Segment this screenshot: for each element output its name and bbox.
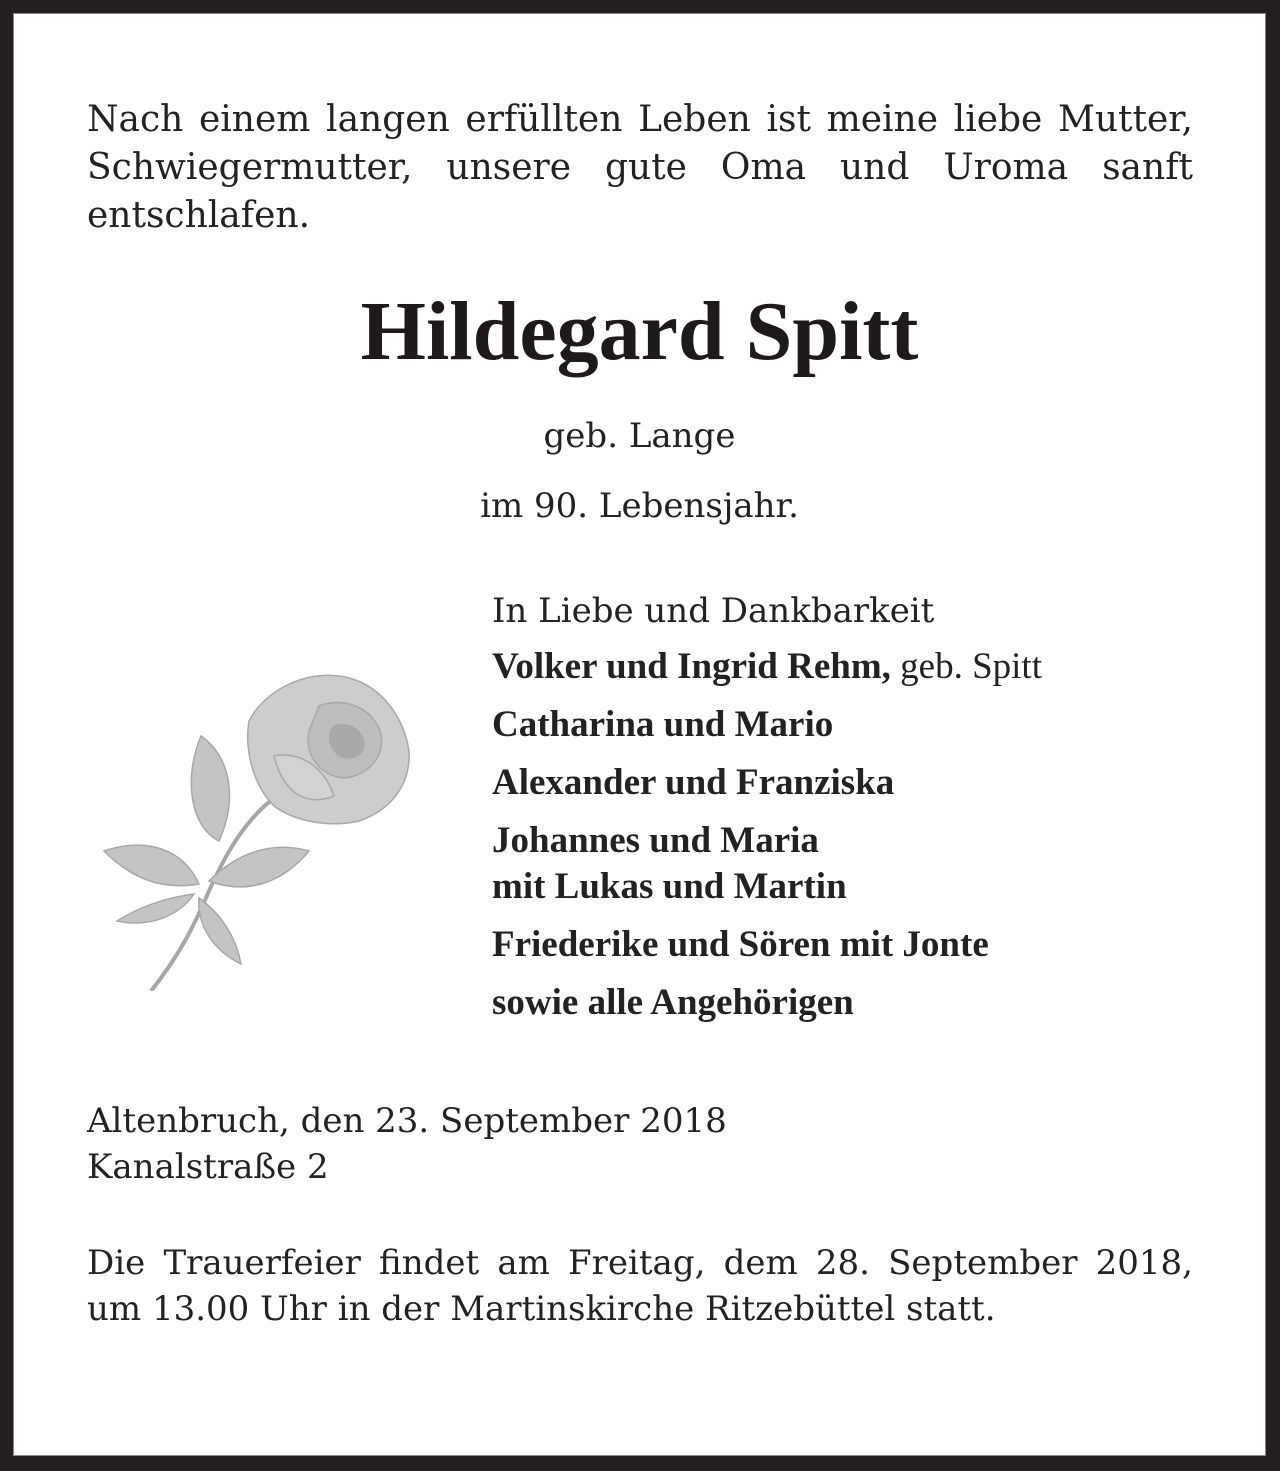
mourner-line: Alexander und Franziska [492,762,895,803]
place-and-address [87,1098,727,1190]
mourner-line: Volker und Ingrid Rehm, geb. Spitt [492,646,1042,687]
greeting: In Liebe und Dankbarkeit [492,591,935,631]
mourner-line: Catharina und Mario [492,704,834,745]
intro-text: Nach einem langen erfüllten Leben ist meine liebe Mutter, Schwiegermutter, unsere gute Oma und Uroma sanft entschlafen. [87,99,1193,236]
address: Kanalstraße 2 [87,1147,329,1187]
place-date: Altenbruch, den 23. September 2018 [87,1101,727,1141]
mourner-line: Friederike und Sören mit Jonte [492,924,989,965]
deceased-name: Hildegard Spitt [360,285,919,378]
age-text: im 90. Lebensjahr. [480,486,799,526]
mourners-block [492,586,1212,1038]
maiden-name: geb. Lange [543,416,736,456]
mourner-line: sowie alle Angehörigen [492,982,854,1023]
service-info: Die Trauerfeier findet am Freitag, dem 28. September 2018, um 13.00 Uhr in der Martinskirche Ritzebüttel statt. [87,1243,1193,1329]
rose-icon [89,646,429,991]
mourner-line: Johannes und Maria mit Lukas und Martin [492,820,847,907]
obituary-notice [14,14,1265,1455]
